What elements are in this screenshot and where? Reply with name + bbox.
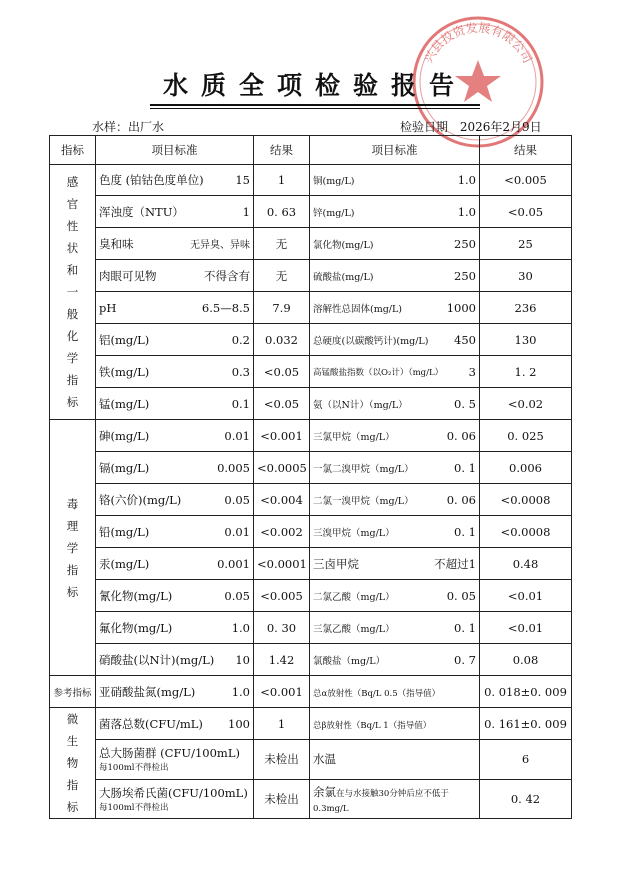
date-value: 2026年2月9日 xyxy=(459,120,542,134)
table-cell xyxy=(310,612,480,644)
table-cell: 二氯一溴甲烷（mg/L） xyxy=(313,495,414,507)
cell-text xyxy=(313,653,476,667)
table-cell xyxy=(96,196,254,228)
table-row xyxy=(50,548,572,580)
cell-text xyxy=(99,716,250,732)
table-cell: 铅(mg/L) xyxy=(99,524,150,539)
table-row xyxy=(50,165,572,196)
table-cell: 不超过1 xyxy=(434,556,476,571)
report-table xyxy=(49,135,572,819)
table-cell: 1.42 xyxy=(254,644,310,676)
table-cell xyxy=(96,779,254,818)
category-sensory xyxy=(50,165,96,420)
table-cell xyxy=(310,644,480,676)
report-title: 水质全项检验报告 xyxy=(162,71,467,100)
table-cell: 臭和味 xyxy=(99,236,134,251)
category-reference: 参考指标 xyxy=(50,676,96,708)
test-date xyxy=(400,118,542,135)
table-cell: 1000 xyxy=(446,300,476,315)
table-cell: 0.032 xyxy=(254,324,310,356)
table-cell: 氰化物(mg/L) xyxy=(99,588,173,603)
table-cell: <0.004 xyxy=(254,484,310,516)
table-row xyxy=(50,420,572,452)
table-row xyxy=(50,260,572,292)
cell-text xyxy=(313,621,476,635)
table-cell: 130 xyxy=(480,324,572,356)
table-cell: 色度 (铂钴色度单位) xyxy=(99,173,204,187)
table-cell: 汞(mg/L) xyxy=(99,556,150,571)
table-cell: 6.5—8.5 xyxy=(201,300,250,315)
cell-text xyxy=(313,365,476,379)
table-cell xyxy=(310,324,480,356)
table-cell: 0.006 xyxy=(480,452,572,484)
table-row xyxy=(50,644,572,676)
table-cell: <0.01 xyxy=(480,612,572,644)
table-row xyxy=(50,484,572,516)
table-cell: <0.005 xyxy=(480,165,572,196)
table-cell: 0. 018±0. 009 xyxy=(480,676,572,708)
table-cell: 0. 5 xyxy=(454,396,476,411)
table-cell: 0. 1 xyxy=(454,460,476,475)
table-cell: 6 xyxy=(480,740,572,779)
table-row xyxy=(50,580,572,612)
table-cell: 无 xyxy=(254,228,310,260)
table-cell: 微生物指标 xyxy=(66,712,79,814)
table-cell: 100 xyxy=(228,716,250,731)
table-cell: 硫酸盐(mg/L) xyxy=(313,271,374,283)
table-cell: 一氯二溴甲烷（mg/L） xyxy=(313,463,414,475)
table-cell: 0. 63 xyxy=(254,196,310,228)
table-cell: 0.01 xyxy=(224,524,250,539)
cell-text xyxy=(99,301,250,315)
cell-text xyxy=(99,524,250,540)
table-cell: 7.9 xyxy=(254,292,310,324)
table-cell: 1 xyxy=(254,165,310,196)
table-cell xyxy=(310,356,480,388)
table-cell: 氨（以N计）（mg/L） xyxy=(313,399,408,411)
table-cell xyxy=(310,516,480,548)
table-cell xyxy=(96,228,254,260)
table-cell: 0. 7 xyxy=(454,652,476,667)
sample-label: 水样：出厂水 xyxy=(92,120,165,134)
table-cell: 砷(mg/L) xyxy=(99,428,150,443)
table-cell: 0. 30 xyxy=(254,612,310,644)
table-cell: 铜(mg/L) xyxy=(313,176,355,187)
table-cell: 不得含有 xyxy=(204,268,250,283)
table-cell: 1.0 xyxy=(457,173,476,187)
table-cell: 0.05 xyxy=(224,588,250,603)
cell-text xyxy=(313,429,476,443)
table-cell xyxy=(310,779,480,818)
table-cell: 1.0 xyxy=(231,684,250,699)
col-category: 指标 xyxy=(50,136,96,165)
table-cell xyxy=(96,740,254,779)
cell-text xyxy=(99,492,250,508)
table-cell: 0.3 xyxy=(231,364,250,379)
cell-text xyxy=(99,268,250,284)
table-cell: 0.001 xyxy=(217,556,250,571)
table-cell: 1 xyxy=(242,204,250,219)
cell-text xyxy=(313,493,476,507)
date-label: 检验日期 xyxy=(400,120,449,134)
title-underline-thin xyxy=(150,108,480,109)
table-cell: 锌(mg/L) xyxy=(313,207,355,219)
table-cell: 236 xyxy=(480,292,572,324)
cell-text xyxy=(99,236,250,252)
table-row xyxy=(50,388,572,420)
table-cell xyxy=(310,260,480,292)
table-row xyxy=(50,708,572,740)
header-row xyxy=(50,136,572,165)
table-cell: 总大肠菌群 (CFU/100mL) xyxy=(99,746,240,761)
table-cell: <0.0008 xyxy=(480,484,572,516)
table-cell xyxy=(96,420,254,452)
col-result-left: 结果 xyxy=(254,136,310,165)
col-result-right: 结果 xyxy=(480,136,572,165)
cell-text xyxy=(99,460,250,476)
table-cell: <0.0008 xyxy=(480,516,572,548)
table-row xyxy=(50,292,572,324)
table-cell: 三卤甲烷 xyxy=(313,556,359,571)
col-item-left: 项目标准 xyxy=(96,136,254,165)
table-cell: 1. 2 xyxy=(480,356,572,388)
table-cell xyxy=(96,292,254,324)
table-cell: 总硬度(以碳酸钙计)(mg/L) xyxy=(313,335,429,347)
table-cell: 铬(六价)(mg/L) xyxy=(99,492,182,507)
svg-text:兴县投资发展有限公司 xyxy=(421,20,534,66)
table-cell xyxy=(96,676,254,708)
table-cell: 总β放射性（Bq/L 1（指导值） xyxy=(313,720,432,731)
cell-text xyxy=(313,461,476,475)
table-cell: 250 xyxy=(454,268,476,283)
table-row xyxy=(50,324,572,356)
table-cell: 大肠埃希氏菌(CFU/100mL) xyxy=(99,785,248,800)
cell-text xyxy=(99,620,250,636)
table-row xyxy=(50,516,572,548)
table-cell xyxy=(310,292,480,324)
table-cell: 铁(mg/L) xyxy=(99,364,150,379)
table-cell: 0. 06 xyxy=(446,428,476,443)
cell-text xyxy=(99,172,250,188)
table-cell: 氯化物(mg/L) xyxy=(313,239,374,251)
table-cell: <0.0005 xyxy=(254,452,310,484)
table-cell: <0.02 xyxy=(480,388,572,420)
table-cell: 1.0 xyxy=(231,620,250,635)
table-cell: 0. 161±0. 009 xyxy=(480,708,572,740)
table-cell: 0.05 xyxy=(224,492,250,507)
cell-text xyxy=(99,396,250,412)
table-cell: 锰(mg/L) xyxy=(99,396,150,411)
cell-text xyxy=(313,556,476,572)
table-cell: <0.001 xyxy=(254,420,310,452)
cell-text xyxy=(99,204,250,220)
col-item-right: 项目标准 xyxy=(310,136,480,165)
table-cell: 25 xyxy=(480,228,572,260)
table-cell: 水温 xyxy=(310,740,480,779)
table-row xyxy=(50,740,572,779)
table-cell xyxy=(96,612,254,644)
table-cell xyxy=(96,260,254,292)
table-cell: 0.08 xyxy=(480,644,572,676)
cell-text xyxy=(99,556,250,572)
table-cell xyxy=(96,580,254,612)
table-cell: 450 xyxy=(454,332,476,347)
table-cell xyxy=(310,228,480,260)
table-cell: 感官性状和一般化学指标 xyxy=(66,175,79,409)
table-cell: <0.002 xyxy=(254,516,310,548)
cell-text xyxy=(99,588,250,604)
seal-text: 兴县投资发展有限公司 xyxy=(421,20,535,66)
cell-text xyxy=(313,397,476,411)
cell-text xyxy=(99,364,250,380)
table-cell: 15 xyxy=(235,173,250,187)
table-cell: <0.005 xyxy=(254,580,310,612)
table-row xyxy=(50,612,572,644)
cell-text xyxy=(313,301,476,315)
table-cell: <0.05 xyxy=(254,356,310,388)
cell-text xyxy=(99,332,250,348)
table-cell: 0. 025 xyxy=(480,420,572,452)
table-cell: 三氯乙酸（mg/L） xyxy=(313,623,395,635)
table-cell: <0.05 xyxy=(254,388,310,420)
cell-text xyxy=(99,428,250,444)
table-cell xyxy=(310,420,480,452)
cell-text xyxy=(313,525,476,539)
table-cell xyxy=(96,165,254,196)
cell-text xyxy=(313,589,476,603)
cell-text xyxy=(313,173,476,187)
table-cell: 在与水接触30分钟后应不低于0.3mg/L xyxy=(313,788,449,814)
cell-text xyxy=(99,652,250,668)
table-cell: 总α放射性（Bq/L 0.5（指导值） xyxy=(313,688,441,699)
table-cell: 亚硝酸盐氮(mg/L) xyxy=(99,684,196,699)
table-cell: 30 xyxy=(480,260,572,292)
table-cell xyxy=(96,516,254,548)
table-cell: 1.0 xyxy=(457,204,476,219)
table-cell xyxy=(96,708,254,740)
table-cell: 无异臭、异味 xyxy=(190,240,250,251)
table-cell: 0.01 xyxy=(224,428,250,443)
table-cell xyxy=(96,548,254,580)
table-cell: 0.1 xyxy=(231,396,250,411)
table-row xyxy=(50,779,572,818)
table-row xyxy=(50,228,572,260)
table-cell: 铝(mg/L) xyxy=(99,332,150,347)
table-cell xyxy=(310,580,480,612)
table-cell xyxy=(310,548,480,580)
table-cell xyxy=(310,452,480,484)
table-cell: 0. 05 xyxy=(446,588,476,603)
table-cell: 硝酸盐(以N计)(mg/L) xyxy=(99,652,215,667)
table-cell: pH xyxy=(99,300,117,315)
table-cell: 浑浊度（NTU） xyxy=(99,204,184,219)
table-cell: 10 xyxy=(235,652,250,667)
table-cell: 0. 06 xyxy=(446,492,476,507)
cell-text xyxy=(313,333,476,347)
table-cell: 0.48 xyxy=(480,548,572,580)
table-cell xyxy=(96,324,254,356)
category-micro xyxy=(50,708,96,819)
table-cell xyxy=(96,452,254,484)
table-cell xyxy=(96,356,254,388)
table-cell: 每100ml不得检出 xyxy=(99,763,169,774)
table-cell xyxy=(96,388,254,420)
table-cell xyxy=(310,484,480,516)
table-cell xyxy=(310,708,480,740)
cell-text xyxy=(313,205,476,219)
table-cell: 镉(mg/L) xyxy=(99,460,150,475)
table-cell: 0. 1 xyxy=(454,620,476,635)
table-cell: 0. 42 xyxy=(480,779,572,818)
table-cell: 0. 1 xyxy=(454,524,476,539)
table-cell: <0.001 xyxy=(254,676,310,708)
category-toxic xyxy=(50,420,96,676)
cell-text xyxy=(313,237,476,251)
table-cell xyxy=(310,196,480,228)
table-cell: 无 xyxy=(254,260,310,292)
table-row xyxy=(50,452,572,484)
table-cell xyxy=(310,676,480,708)
table-cell: <0.01 xyxy=(480,580,572,612)
table-cell: 溶解性总固体(mg/L) xyxy=(313,303,403,315)
table-cell: 未检出 xyxy=(254,740,310,779)
table-cell: 0.005 xyxy=(217,460,250,475)
table-cell: 未检出 xyxy=(254,779,310,818)
table-cell: 高锰酸盐指数（以O₂计）（mg/L） xyxy=(313,367,444,378)
table-cell xyxy=(96,484,254,516)
table-cell: 菌落总数(CFU/mL) xyxy=(99,716,203,731)
table-cell: 肉眼可见物 xyxy=(99,268,157,283)
table-cell: 毒理学指标 xyxy=(66,496,79,599)
table-cell xyxy=(310,165,480,196)
table-cell: 每100ml不得检出 xyxy=(99,802,169,813)
table-cell: 余氯 xyxy=(313,784,336,799)
table-cell: 三溴甲烷（mg/L） xyxy=(313,527,395,539)
table-cell xyxy=(310,388,480,420)
table-row xyxy=(50,676,572,708)
table-cell: 二氯乙酸（mg/L） xyxy=(313,591,395,603)
title-underline xyxy=(150,104,480,106)
cell-text xyxy=(313,269,476,283)
table-cell: 0.2 xyxy=(231,332,250,347)
table-cell: <0.0001 xyxy=(254,548,310,580)
table-cell: 3 xyxy=(468,364,476,379)
table-cell: 氟化物(mg/L) xyxy=(99,620,173,635)
table-row xyxy=(50,356,572,388)
table-cell: <0.05 xyxy=(480,196,572,228)
table-cell: 三氯甲烷（mg/L） xyxy=(313,431,395,443)
table-cell xyxy=(96,644,254,676)
table-cell: 氯酸盐（mg/L） xyxy=(313,655,386,667)
table-cell: 250 xyxy=(454,236,476,251)
cell-text xyxy=(99,684,250,700)
table-cell: 1 xyxy=(254,708,310,740)
table-row xyxy=(50,196,572,228)
